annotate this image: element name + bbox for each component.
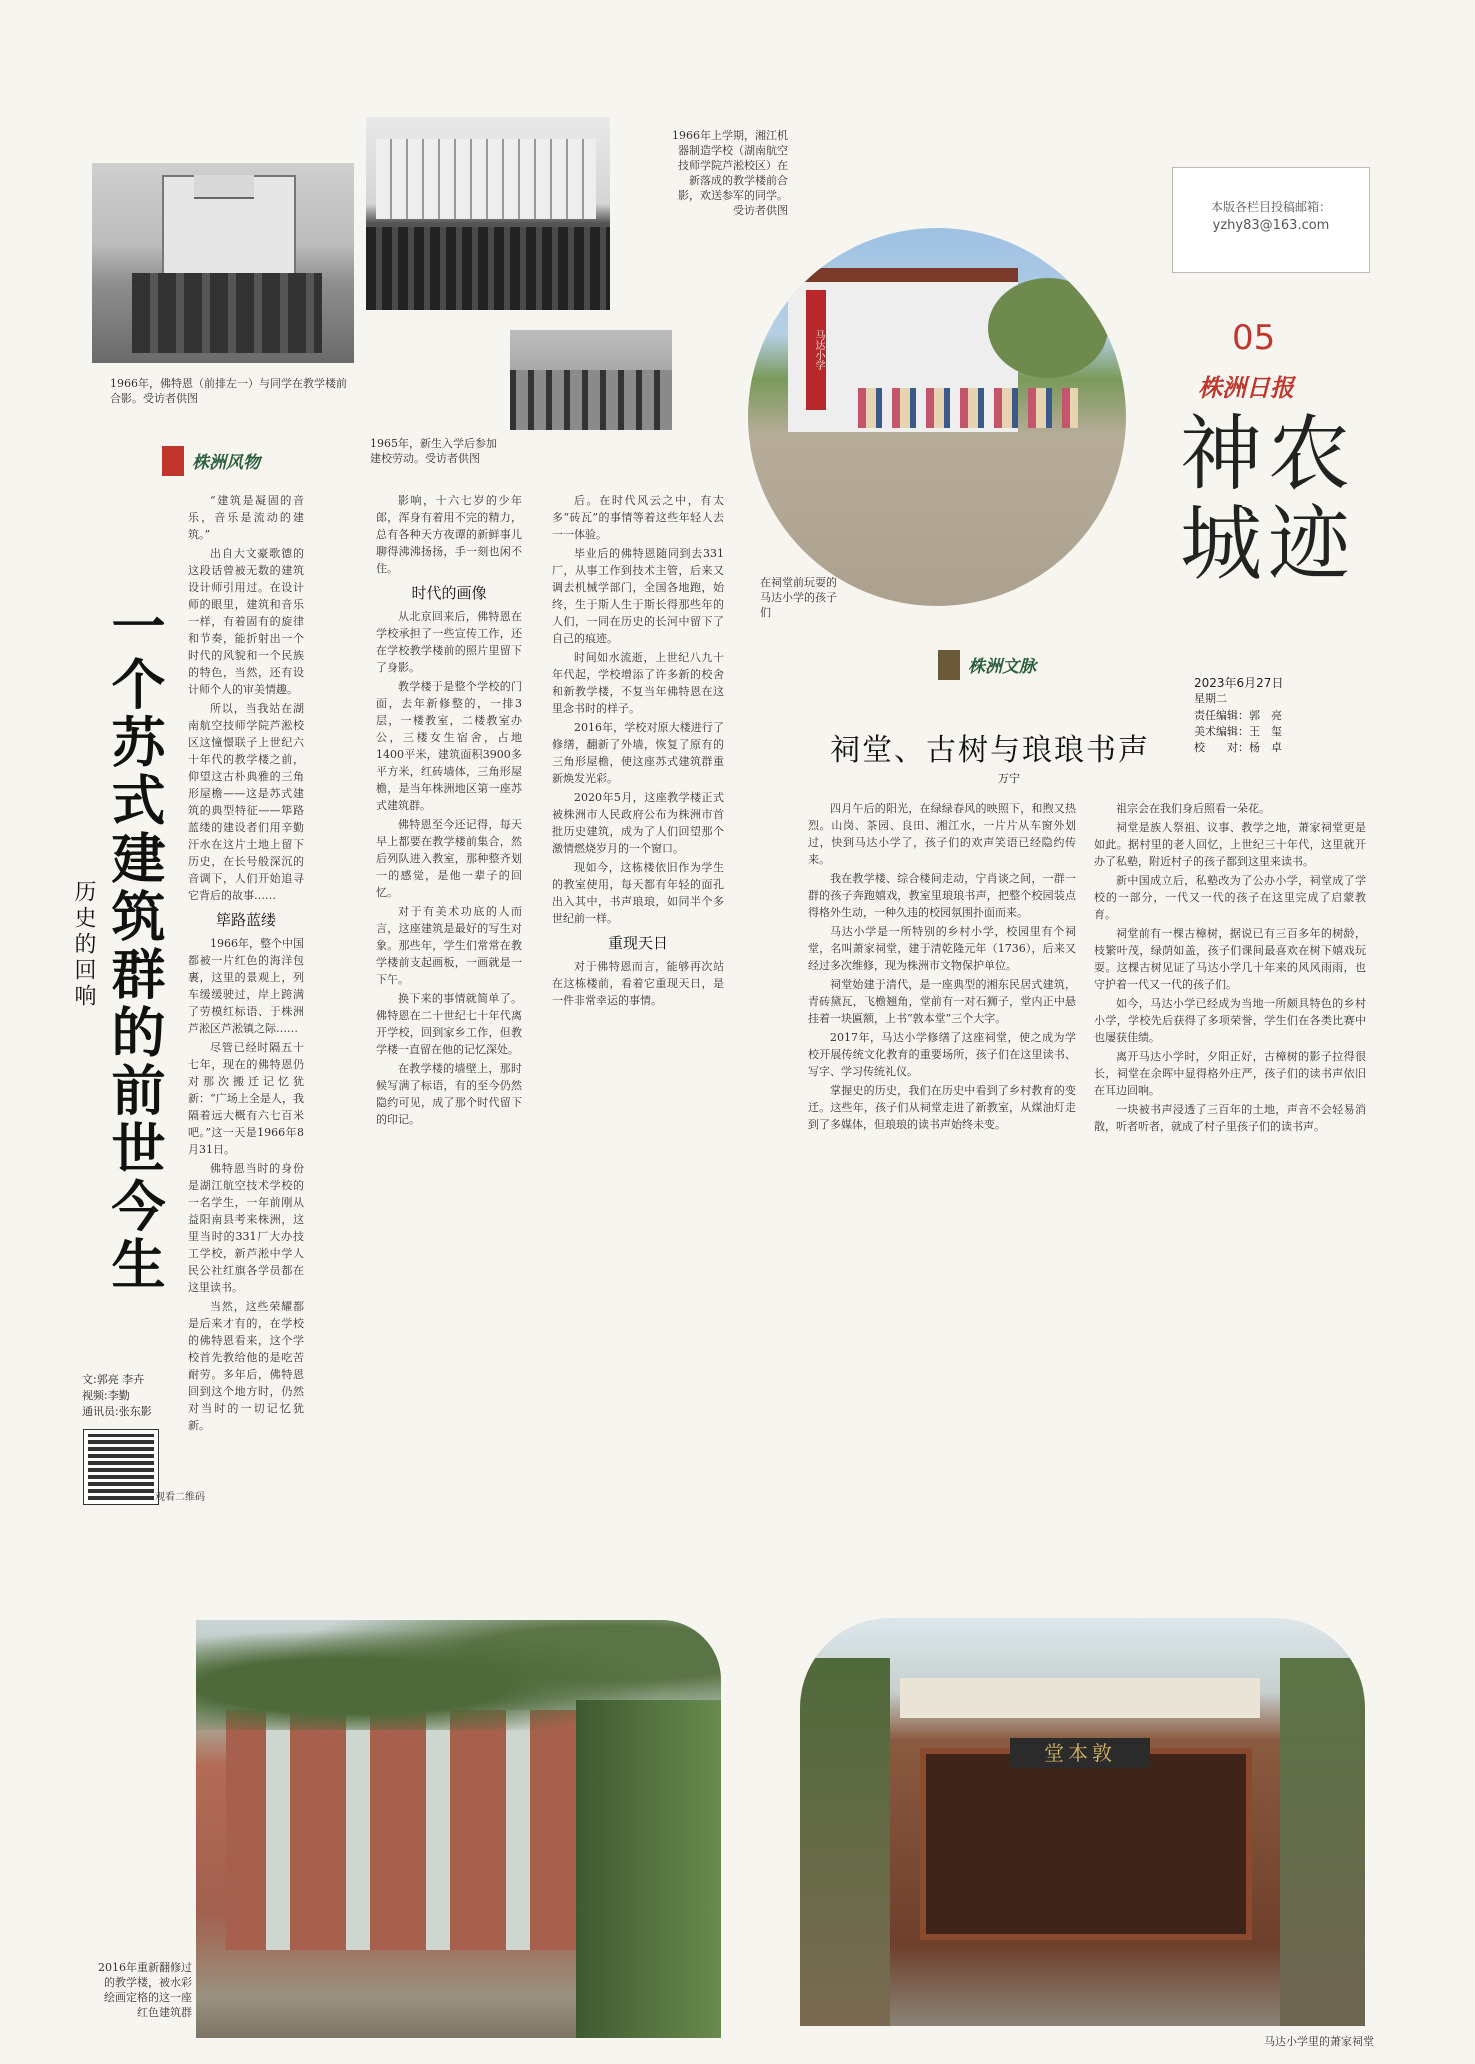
- paragraph: 时间如水流逝，上世纪八九十年代起，学校增添了许多新的校舍和新教学楼，不复当年佛特恩在这里念书时的样子。: [552, 651, 724, 715]
- right-col-1: [808, 800, 1076, 1580]
- page-number: 05: [1232, 318, 1276, 358]
- right-col-2: [1094, 800, 1366, 1580]
- paragraph: 一块被书声浸透了三百年的土地，声音不会轻易消散，听者听者，就成了村子里孩子们的读书声。: [1094, 1103, 1366, 1133]
- left-col1-paragraphs: [188, 492, 304, 904]
- paragraph: 我在教学楼、综合楼间走动，宁肖谈之间，一群一群的孩子奔跑嬉戏，教室里琅琅书声，把整个校园装点得格外生动，一种久违的校园氛围扑面而来。: [808, 872, 1076, 919]
- paragraph: “建筑是凝固的音乐，音乐是流动的建筑。”: [188, 494, 304, 541]
- paragraph: 祠堂始建于清代，是一座典型的湘东民居式建筑，青砖黛瓦，飞檐翘角，堂前有一对石狮子，堂内正中悬挂着一块匾额，上书“敦本堂”三个大字。: [808, 978, 1076, 1025]
- paragraph: 马达小学是一所特别的乡村小学，校园里有个祠堂，名叫萧家祠堂，建于清乾隆元年（1736），后来又经过多次维修，现为株洲市文物保护单位。: [808, 925, 1076, 972]
- subhead-3: 重现天日: [607, 934, 668, 952]
- photo3-caption: 1966年上学期，湘江机器制造学校（湖南航空技师学院芦淞校区）在新落成的教学楼前合影，欢送参军的同学。受访者供图: [672, 129, 788, 217]
- paragraph: 离开马达小学时，夕阳正好，古樟树的影子拉得很长，祠堂在余晖中显得格外庄严，孩子们的读书声依旧在耳边回响。: [1094, 1050, 1366, 1097]
- paragraph: 在教学楼的墙壁上，那时候写满了标语，有的至今仍然隐约可见，成了那个时代留下的印记。: [376, 1062, 522, 1126]
- photo-school-group: [366, 117, 610, 310]
- paragraph: 祖宗会在我们身后照看一朵花。: [1116, 802, 1270, 815]
- left-col-3: [552, 492, 724, 1536]
- paper-name: 株洲日报: [1198, 373, 1294, 402]
- editor-name: 王 玺: [1249, 725, 1282, 738]
- left-headline: 一个苏式建筑群的前世今生: [103, 598, 167, 1294]
- paragraph: 教学楼于是整个学校的门面，去年新修整的，一排3层，一楼教室，二楼教室办公，三楼女生宿舍，占地1400平米，建筑面积3900多平方米，红砖墙体，三角形屋檐，是当年株洲地区第一座苏式建筑群。: [376, 680, 522, 812]
- section-title: 神农城迹: [1180, 407, 1357, 592]
- paragraph: 尽管已经时隔五十七年，现在的佛特恩仍对那次搬迁记忆犹新：“广场上全是人，我隔着远大概有六七百米吧。”这一天是1966年8月31日。: [188, 1041, 304, 1156]
- paragraph: 后。在时代风云之中，有太多“砖瓦”的事情等着这些年轻人去一一体验。: [552, 494, 724, 541]
- paragraph: 所以，当我站在湖南航空技师学院芦淞校区这憧憬联子上世纪六十年代的教学楼之前，仰望这古朴典雅的三角形屋檐——这是苏式建筑的典型特征——筚路蓝缕的建设者们用辛勤汗水在这片土地上留下历史，在长号般深沉的音调下，人们开始追寻它背后的故事……: [188, 702, 304, 902]
- section-tag-left-text: 株洲风物: [192, 453, 260, 473]
- paragraph: 2016年，学校对原大楼进行了修缮，翻新了外墙，恢复了原有的三角形屋檐，使这座苏式建筑群重新焕发光彩。: [552, 721, 724, 785]
- left-credits: [82, 1372, 152, 1420]
- submission-label: 本版各栏目投稿邮箱：: [1210, 200, 1331, 214]
- qr-caption: 观看二维码: [155, 1492, 205, 1503]
- paragraph: 从北京回来后，佛特恩在学校承担了一些宣传工作，还在学校教学楼前的照片里留下了身影。: [376, 610, 522, 674]
- paragraph: 2017年，马达小学修缮了这座祠堂，使之成为学校开展传统文化教育的重要场所，孩子们在这里读书、写字、学习传统礼仪。: [808, 1031, 1076, 1078]
- red-sign-strip: 马达小学: [806, 290, 826, 410]
- byline: 文:郭亮 李卉: [82, 1373, 145, 1386]
- editor-role: 责任编辑: [1194, 709, 1238, 722]
- submission-box: [1172, 167, 1370, 273]
- paragraph: 佛特恩至今还记得，每天早上都要在教学楼前集合，然后列队进入教室，那种整齐划一的感觉，是他一辈子的回忆。: [376, 818, 522, 899]
- subhead-1: 筚路蓝缕: [215, 911, 276, 929]
- weekday: 星期二: [1194, 692, 1227, 705]
- paragraph: 当然，这些荣耀都是后来才有的，在学校的佛特恩看来，这个学校首先教给他的是吃苦耐劳。多年后，佛特恩回到这个地方时，仍然对当时的一切记忆犹新。: [188, 1300, 304, 1432]
- paragraph: 出自大文豪歌德的这段话曾被无数的建筑设计师引用过。在设计师的眼里，建筑和音乐一样，有着固有的旋律和节奏，能折射出一个时代的风貌和一个民族的特色，当然，还有设计师个人的审美情趣。: [188, 547, 304, 696]
- left-column-label: 历史的回响: [71, 880, 96, 1010]
- photo2-caption: 1965年，新生入学后参加建校劳动。受访者供图: [370, 437, 497, 465]
- paragraph: 换下来的事情就简单了。佛特恩在二十世纪七十年代离开学校，回到家乡工作，但教学楼一直留在他的记忆深处。: [376, 992, 522, 1056]
- editor-role: 校 对: [1194, 741, 1238, 754]
- photo-ancestral-hall: [800, 1618, 1365, 2026]
- section-tag-right-text: 株洲文脉: [968, 657, 1036, 677]
- photo-students-front-of-building: [92, 163, 354, 363]
- paragraph: 2020年5月，这座教学楼正式被株洲市人民政府公布为株洲市首批历史建筑，成为了人们回望那个激情燃烧岁月的一个窗口。: [552, 791, 724, 855]
- subhead-2: 时代的画像: [411, 584, 487, 602]
- paragraph: 1966年，整个中国都被一片红色的海洋包裹，这里的景观上，列车缓缓驶过，岸上跨满了劳模红标语、于株洲芦淞区芦淞镇之际……: [188, 937, 304, 1035]
- left-col-2: [376, 492, 522, 1536]
- paragraph: 四月午后的阳光，在绿绿春风的映照下，和煦又热烈。山岗、茶园、良田、湘江水，一片片从车窗外划过，快到马达小学了，孩子们的欢声笑语已经隐约传来。: [808, 802, 1076, 866]
- date-line: 2023年6月27日: [1194, 676, 1284, 690]
- section-tag-left: [162, 446, 270, 476]
- paragraph: 掌握史的历史，我们在历史中看到了乡村教育的变迁。这些年，孩子们从祠堂走进了新教室，从煤油灯走到了多媒体，但琅琅的读书声始终未变。: [808, 1084, 1076, 1131]
- hall-plaque: 堂本敦: [1010, 1738, 1150, 1768]
- correspondent: 通讯员:张东影: [82, 1405, 152, 1418]
- paragraph: 现如今，这栋楼依旧作为学生的教室使用，每天都有年轻的面孔出入其中，书声琅琅，如同半个多世纪前一样。: [552, 861, 724, 925]
- editors-list: 责任编辑：郭 亮 美术编辑：王 玺 校 对：杨 卓: [1194, 709, 1282, 754]
- paragraph: 影响，十六七岁的少年郎，浑身有着用不完的精力，总有各种天方夜谭的新鲜事儿聊得沸沸扬扬，手一刻也闲不住。: [376, 494, 522, 575]
- qr-code[interactable]: [84, 1430, 158, 1504]
- left-col-1: [188, 492, 304, 1536]
- paragraph: 祠堂前有一棵古樟树，据说已有三百多年的树龄，枝繁叶茂，绿荫如盖，孩子们课间最喜欢在树下嬉戏玩耍。这棵古树见证了马达小学几十年来的风风雨雨，也守护着一代又一代的孩子们。: [1094, 927, 1366, 991]
- editor-name: 杨 卓: [1249, 741, 1282, 754]
- right-author: 万宁: [998, 772, 1020, 785]
- paragraph: 如今，马达小学已经成为当地一所颇具特色的乡村小学，学校先后获得了多项荣誉，学生们在各类比赛中也屡获佳绩。: [1094, 997, 1366, 1044]
- paragraph: 祠堂是族人祭祖、议事、教学之地，萧家祠堂更是如此。据村里的老人回忆，上世纪三十年代，这里就开办了私塾，附近村子的孩子都到这里来读书。: [1094, 821, 1366, 868]
- section-tag-right: [938, 650, 1046, 680]
- video-credit: 视频:李勤: [82, 1389, 130, 1402]
- photo-children-playground: [748, 228, 1126, 606]
- photo6-caption: 马达小学里的萧家祠堂: [1264, 2035, 1374, 2048]
- photo4-caption: 在祠堂前玩耍的马达小学的孩子们: [760, 576, 837, 619]
- photo-labor-work: [510, 330, 672, 430]
- right-headline: 祠堂、古树与琅琅书声: [830, 733, 1150, 768]
- editor-role: 美术编辑: [1194, 725, 1238, 738]
- paragraph: 对于有美术功底的人而言，这座建筑是最好的写生对象。那些年，学生们常常在教学楼前支起画板，一画就是一下午。: [376, 905, 522, 986]
- photo5-caption: 2016年重新翻修过的教学楼，被水彩绘画定格的这一座红色建筑群: [98, 1961, 192, 2019]
- photo-red-building: [196, 1620, 721, 2038]
- photo1-caption: 1966年，佛特恩（前排左一）与同学在教学楼前合影。受访者供图: [110, 377, 347, 405]
- paragraph: 毕业后的佛特恩随同到去331厂，从事工作到技术主管，后来又调去机械学部门，全国各地跑，始终，生于斯人生于斯长得那些年的人们，一同在历史的长河中留下了自己的痕迹。: [552, 547, 724, 645]
- paragraph: 新中国成立后，私塾改为了公办小学，祠堂成了学校的一部分，一代又一代的孩子在这里完成了启蒙教育。: [1094, 874, 1366, 921]
- editor-name: 郭 亮: [1249, 709, 1282, 722]
- paragraph: 对于佛特恩而言，能够再次站在这栋楼前，看着它重现天日，是一件非常幸运的事情。: [552, 960, 724, 1007]
- submission-email[interactable]: yzhy83@163.com: [1212, 218, 1330, 233]
- paragraph: 佛特恩当时的身份是湖江航空技术学校的一名学生，一年前刚从益阳南县考来株洲，这里当时的331厂大办技工学校，新芦淞中学人民公社红旗各学员都在这里读书。: [188, 1162, 304, 1294]
